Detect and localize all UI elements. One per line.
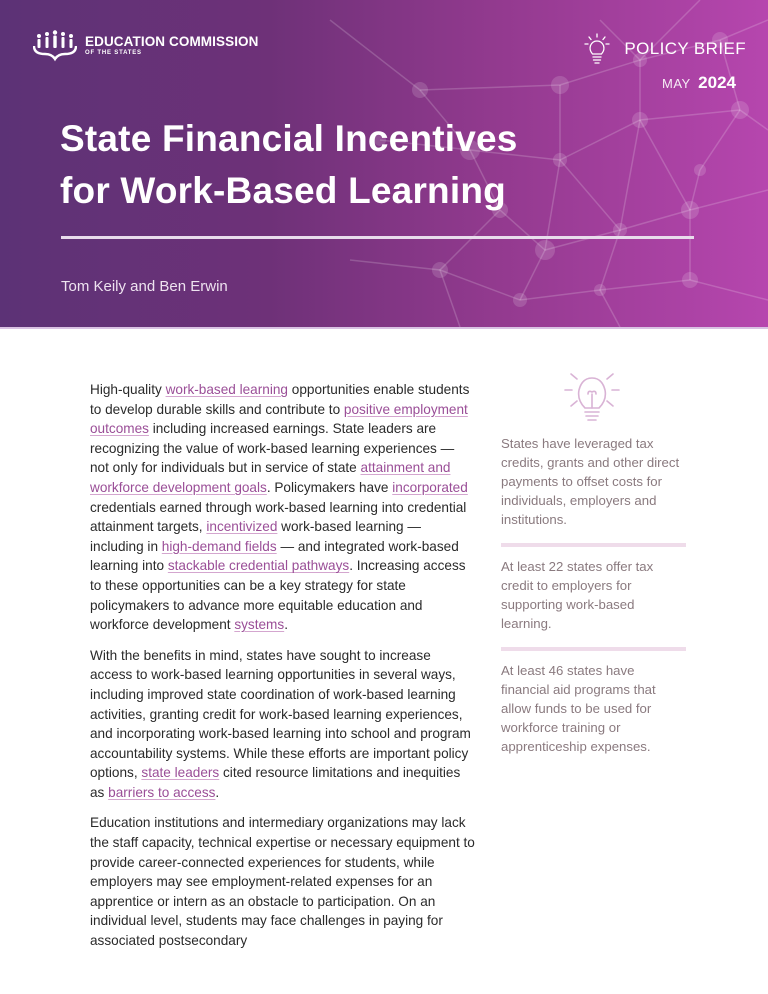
text: .: [284, 617, 288, 633]
text: work-based learning — including in: [90, 519, 421, 554]
publication-date: [662, 73, 736, 93]
text: .: [215, 784, 220, 800]
text: including increased earnings. State leaders are recognizing the value of work-based learning experiences — not only for individuals but in service of state: [90, 421, 455, 476]
authors: Tom Keily and Ben Erwin: [61, 278, 228, 295]
highlight-divider: [501, 647, 686, 651]
org-name: EDUCATION COMMISSION: [85, 33, 259, 49]
highlight-item: States have leveraged tax credits, grants and other direct payments to offset costs for individuals, employers and institutions.: [501, 436, 680, 527]
lightbulb-icon: [561, 370, 623, 426]
doc-type-label: [582, 33, 746, 65]
link-high-demand-fields[interactable]: high-demand fields: [161, 538, 277, 554]
org-subtitle: OF THE STATES: [85, 49, 142, 56]
date-month: MAY: [662, 76, 691, 91]
link-attainment-goals[interactable]: attainment and workforce development goals: [90, 460, 451, 495]
highlight-item: At least 22 states offer tax credit to employers for supporting work-based learning.: [501, 559, 654, 631]
link-work-based-learning[interactable]: work-based learning: [165, 382, 288, 397]
link-positive-employment-outcomes[interactable]: positive employment outcomes: [90, 401, 468, 437]
paragraph-3: Education institutions and intermediary organizations may lack the staff capacity, technical expertise or necessary equipment to provide career-connected experiences for students, while employers may see employment-related expenses for an apprentice or intern as an obstacle to participation. On an individual level, students may face challenges in paying for associated postsecondary: [90, 815, 475, 949]
link-systems[interactable]: systems: [234, 617, 285, 633]
title-line-1: State Financial Incentives: [60, 118, 518, 159]
title-line-2: for Work-Based Learning: [60, 170, 506, 211]
paragraph-2: [90, 646, 475, 803]
link-stackable-credential-pathways[interactable]: stackable credential pathways: [167, 558, 350, 574]
link-incorporated[interactable]: incorporated: [392, 479, 468, 495]
text: opportunities enable students to develop durable skills and contribute to: [90, 382, 470, 417]
ecs-logo-icon: [33, 30, 77, 62]
paragraph-1: [90, 380, 475, 635]
org-logo: [33, 30, 259, 62]
title-divider: [61, 236, 694, 239]
main-content: [90, 380, 475, 962]
text: With the benefits in mind, states have sought to increase access to work-based learning opportunities in several ways, including improved state coordination of work-based learning activities, granting credit for work-based learning experiences, and incorporating work-based learning into school and program accountability systems. While these efforts are important policy options,: [90, 647, 471, 781]
hero-bottom-border: [0, 327, 768, 329]
text: credentials earned through work-based learning into credential attainment targets,: [90, 499, 467, 535]
hero-banner: [0, 0, 768, 327]
sidebar-highlights: [501, 370, 686, 770]
text: High-quality: [90, 382, 166, 397]
policy-brief-label: POLICY BRIEF: [624, 39, 746, 58]
highlight-item: At least 46 states have financial aid programs that allow funds to be used for workforce training or apprenticeship expenses.: [501, 663, 656, 754]
text: . Increasing access to these opportunities can be a key strategy for state policymakers to advance more equitable education and workforce development: [90, 558, 466, 633]
date-year: 2024: [698, 73, 736, 92]
link-state-leaders[interactable]: state leaders: [141, 765, 220, 781]
lightbulb-icon: [582, 33, 612, 65]
text: cited resource limitations and inequities as: [90, 765, 461, 800]
link-incentivized[interactable]: incentivized: [206, 519, 278, 535]
page-title: [60, 113, 518, 217]
text: . Policymakers have: [266, 479, 393, 495]
highlight-divider: [501, 543, 686, 547]
link-barriers-to-access[interactable]: barriers to access: [108, 784, 216, 800]
text: — and integrated work-based learning into: [90, 538, 459, 574]
